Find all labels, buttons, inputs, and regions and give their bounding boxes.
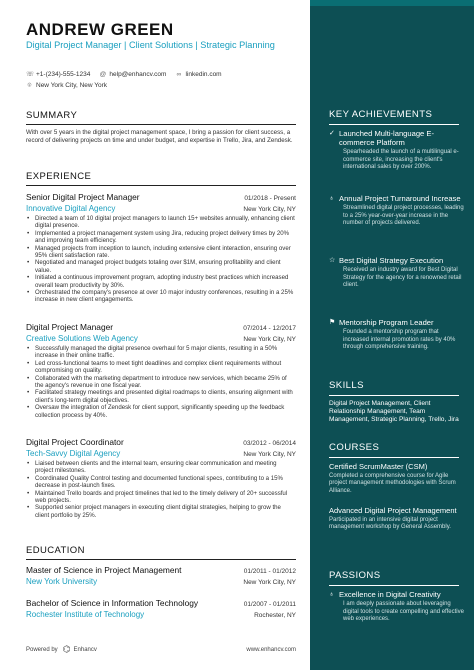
course-desc: Participated in an intensive digital project management workshop by General Assembly. xyxy=(329,517,451,531)
brand-name: Enhancv xyxy=(73,646,97,653)
achievement-title: Mentorship Program Leader xyxy=(339,318,434,327)
achievements-divider xyxy=(329,124,459,125)
achievement-title: Annual Project Turnaround Increase xyxy=(339,194,461,203)
job-company: Tech-Savvy Digital Agency xyxy=(26,449,121,458)
footer-url[interactable]: www.enhancv.com xyxy=(246,646,296,653)
job-bullets xyxy=(26,345,296,419)
job-bullet: • Implemented a project management system using Jira, reducing project delivery times by 20% and improving team efficiency. xyxy=(26,230,296,245)
job-bullet: • Negotiated and managed project budgets totaling over $1M, ensuring profitability and client value. xyxy=(26,259,296,274)
job-entry xyxy=(26,322,296,419)
education-heading: EDUCATION xyxy=(26,545,85,556)
location-pin-icon: ⌾ xyxy=(27,82,32,89)
course-desc: Completed a comprehensive course for Agile project management methodologies with Scrum Alliance. xyxy=(329,473,456,494)
page-footer xyxy=(26,644,296,655)
job-bullet: • Collaborated with the marketing department to introduce new services, which became 25% of the agency's revenue in one fiscal year. xyxy=(26,375,296,390)
linkedin-text: linkedin.com xyxy=(185,71,222,78)
job-bullet: • Led cross-functional teams to meet tight deadlines and complex client requirements without compromising on quality. xyxy=(26,360,296,375)
achievement-title: Best Digital Strategy Execution xyxy=(339,256,444,265)
job-location: New York City, NY xyxy=(243,206,296,213)
education-divider xyxy=(26,559,296,560)
achievement-desc: Spearheaded the launch of a multilingual e-commerce site, increasing the client's international sales by over 200%. xyxy=(343,149,459,170)
degree-title: Master of Science in Project Management xyxy=(26,565,182,575)
job-company: Innovative Digital Agency xyxy=(26,204,116,213)
education-entry xyxy=(26,565,296,586)
job-bullets xyxy=(26,460,296,519)
job-bullet: • Directed a team of 10 digital project managers to launch 15+ websites annually, enhancing client digital presence. xyxy=(26,215,296,230)
flag-icon: ⚑ xyxy=(329,319,336,326)
job-bullet: • Supported senior project managers in executing client digital strategies, helping to grow the client portfolio by 25%. xyxy=(26,504,296,519)
education-dates: 01/2007 - 01/2011 xyxy=(243,601,296,608)
candidate-name: ANDREW GREEN xyxy=(26,20,174,39)
job-entry xyxy=(26,437,296,519)
school-name: New York University xyxy=(26,577,98,586)
school-name: Rochester Institute of Technology xyxy=(26,610,145,619)
achievements-heading: KEY ACHIEVEMENTS xyxy=(329,109,433,120)
link-icon: ∞ xyxy=(176,71,182,78)
job-dates: 01/2018 - Present xyxy=(244,195,296,202)
contact-info xyxy=(26,69,306,91)
achievement-title: Launched Multi-language E-commerce Platform xyxy=(339,129,434,148)
job-title: Digital Project Coordinator xyxy=(26,437,124,447)
star-icon: ☆ xyxy=(329,257,336,264)
education-dates: 01/2011 - 01/2012 xyxy=(243,568,296,575)
job-dates: 07/2014 - 12/2017 xyxy=(243,325,296,332)
sidebar xyxy=(310,0,474,670)
achievement-item xyxy=(329,129,464,171)
job-bullets xyxy=(26,215,296,304)
skills-text: Digital Project Management, Client Relationship Management, Team Management, Strategic Planning, Trello, Jira xyxy=(329,400,459,424)
course-title: Certified ScrumMaster (CSM) xyxy=(329,462,428,471)
email-text: help@enhancv.com xyxy=(109,71,167,78)
contact-email[interactable] xyxy=(99,71,166,78)
summary-divider xyxy=(26,124,296,125)
location-text: New York City, New York xyxy=(36,82,108,89)
job-location: New York City, NY xyxy=(243,451,296,458)
contact-phone xyxy=(26,71,90,78)
phone-icon: ☏ xyxy=(26,71,35,78)
summary-text: With over 5 years in the digital project management space, I bring a passion for client success, a record of delivering projects on time and under budget, and expertise in Trello, Jira, and Zendesk. xyxy=(26,129,293,144)
phone-text: +1-(234)-555-1234 xyxy=(36,71,91,78)
lightbulb-icon: ♁ xyxy=(329,195,335,202)
passion-title: Excellence in Digital Creativity xyxy=(339,590,441,599)
job-entry xyxy=(26,192,296,304)
degree-title: Bachelor of Science in Information Technology xyxy=(26,598,199,608)
passion-desc: I am deeply passionate about leveraging digital tools to create compelling and effective web experiences. xyxy=(343,601,464,622)
at-icon: @ xyxy=(99,71,107,78)
job-title: Senior Digital Project Manager xyxy=(26,192,140,202)
courses-divider xyxy=(329,457,459,458)
job-bullet: • Oversaw the integration of Zendesk for client support, significantly speeding up the feedback collection process by 40%. xyxy=(26,404,296,419)
education-entry xyxy=(26,598,296,619)
powered-by-text: Powered by xyxy=(26,646,58,653)
job-bullet: • Successfully managed the digital presence overhaul for 5 major clients, resulting in a 50% increase in their online traffic. xyxy=(26,345,296,360)
contact-location xyxy=(26,82,107,89)
achievement-item xyxy=(329,318,464,351)
sidebar-top-band xyxy=(310,0,474,6)
check-icon: ✓ xyxy=(329,130,335,137)
course-title: Advanced Digital Project Management xyxy=(329,506,457,515)
achievement-desc: Founded a mentorship program that increased internal promotion rates by 40% through comprehensive training. xyxy=(343,329,456,350)
contact-linkedin[interactable] xyxy=(175,71,221,78)
job-location: New York City, NY xyxy=(243,336,296,343)
school-location: Rochester, NY xyxy=(254,612,296,619)
skills-heading: SKILLS xyxy=(329,380,364,391)
achievement-item xyxy=(329,194,464,227)
job-bullet: • Maintained Trello boards and project timelines that led to the timely delivery of 20+ successful web projects. xyxy=(26,490,296,505)
enhancv-logo-icon: ⌬ xyxy=(62,644,71,654)
course-item xyxy=(329,506,464,532)
job-title: Digital Project Manager xyxy=(26,322,114,332)
job-bullet: • Coordinated Quality Control testing and documented functional specs, contributing to a 15% decrease in post-launch fixes. xyxy=(26,475,296,490)
course-item xyxy=(329,462,464,495)
skills-divider xyxy=(329,395,459,396)
job-bullet: • Facilitated strategy meetings and presented digital roadmaps to clients, ensuring alignment with client's long-term digital objectives. xyxy=(26,389,296,404)
job-bullet: • Initiated a continuous improvement program, adopting industry best practices which increased overall team productivity by 30%. xyxy=(26,274,296,289)
candidate-headline: Digital Project Manager | Client Solutions | Strategic Planning xyxy=(26,40,275,50)
achievement-desc: Received an industry award for Best Digital Strategy for the agency for a renowned retail client. xyxy=(343,267,462,288)
courses-heading: COURSES xyxy=(329,442,380,453)
job-company: Creative Solutions Web Agency xyxy=(26,334,138,343)
job-dates: 03/2012 - 06/2014 xyxy=(243,440,296,447)
job-bullet: • Orchestrated the company's presence at over 10 major industry conferences, resulting in a 25% increase in new client engagements. xyxy=(26,289,296,304)
job-bullet: • Managed projects from inception to launch, including extensive client interaction, ensuring over 95% client satisfaction rate. xyxy=(26,245,296,260)
achievement-desc: Streamlined digital project processes, leading to a 25% year-over-year increase in the number of projects delivered. xyxy=(343,205,464,226)
job-bullet: • Liaised between clients and the internal team, ensuring clear communication and meeting project milestones. xyxy=(26,460,296,475)
school-location: New York City, NY xyxy=(243,579,296,586)
achievement-item xyxy=(329,256,464,289)
lightbulb-icon: ♁ xyxy=(329,591,335,598)
brand-credit xyxy=(26,644,97,655)
passion-item xyxy=(329,590,464,623)
passions-divider xyxy=(329,585,459,586)
experience-heading: EXPERIENCE xyxy=(26,171,92,182)
experience-divider xyxy=(26,185,296,186)
passions-heading: PASSIONS xyxy=(329,570,381,581)
summary-heading: SUMMARY xyxy=(26,110,78,121)
